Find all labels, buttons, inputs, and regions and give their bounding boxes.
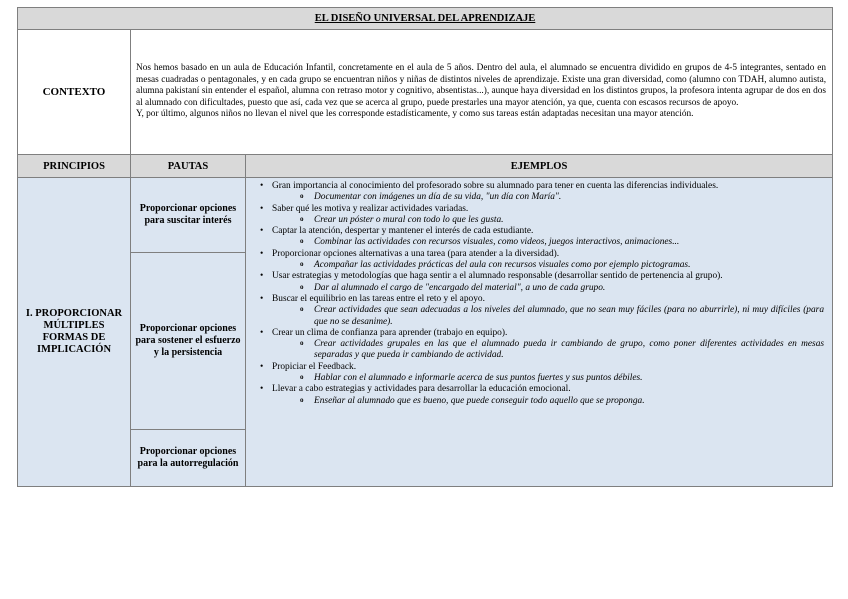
context-label: CONTEXTO	[18, 30, 131, 155]
context-text	[131, 30, 833, 155]
table-title: EL DISEÑO UNIVERSAL DEL APRENDIZAJE	[18, 8, 833, 30]
pauta-self-regulation: Proporcionar opciones para la autorregulación	[131, 430, 246, 487]
example-subitem: o Enseñar al alumnado que es bueno, que puede conseguir todo aquello que se proponga.	[300, 396, 824, 407]
pauta-persistence: Proporcionar opciones para sostener el esfuerzo y la persistencia	[131, 253, 246, 430]
example-item: • Captar la atención, despertar y mantener el interés de cada estudiante. o Combinar las actividades con recursos visuales, como videos, juegos interactivos, animaciones...	[258, 226, 824, 249]
example-item: • Gran importancia al conocimiento del profesorado sobre su alumnado para tener en cuenta las diferencias individuales. o Documentar con imágenes un día de su vida, "un día con María".	[258, 181, 824, 204]
example-item: • Buscar el equilibrio en las tareas entre el reto y el apoyo. o Crear actividades que sean adecuadas a los niveles del alumnado, que no sean muy fáciles (para no aburrirle), ni muy difíciles (para que no se desanime).	[258, 294, 824, 328]
example-subitem: o Crear actividades grupales en las que el alumnado pueda ir cambiando de grupo, como poner diferentes actividades en mesas separadas y que pueda ir cambiando de actividad.	[300, 339, 824, 362]
example-item: • Proporcionar opciones alternativas a una tarea (para atender a la diversidad). o Acompañar las actividades prácticas del aula con recursos visuales como por ejemplo pictogramas.	[258, 249, 824, 272]
udl-table	[17, 7, 833, 487]
example-item: • Crear un clima de confianza para aprender (trabajo en equipo). o Crear actividades grupales en las que el alumnado pueda ir cambiando de grupo, como poner diferentes actividades en mesas separadas y que pueda ir cambiando de actividad.	[258, 328, 824, 362]
header-ejemplos: EJEMPLOS	[246, 155, 833, 178]
example-item: • Llevar a cabo estrategias y actividades para desarrollar la educación emocional. o Enseñar al alumnado que es bueno, que puede conseguir todo aquello que se proponga.	[258, 384, 824, 407]
example-subitem: o Combinar las actividades con recursos visuales, como videos, juegos interactivos, animaciones...	[300, 237, 824, 248]
context-paragraph-2: Y, por último, algunos niños no llevan el nivel que les corresponde estadísticamente, y como sus tareas están adaptadas necesitan una mayor atención.	[136, 109, 694, 120]
examples-list	[246, 181, 824, 407]
examples-cell	[246, 178, 833, 487]
header-principios: PRINCIPIOS	[18, 155, 131, 178]
example-subitem: o Acompañar las actividades prácticas del aula con recursos visuales como por ejemplo pictogramas.	[300, 260, 824, 271]
principle-label: I. PROPORCIONAR MÚLTIPLES FORMAS DE IMPLICACIÓN	[25, 308, 123, 355]
example-item: • Propiciar el Feedback. o Hablar con el alumnado e informarle acerca de sus puntos fuertes y sus puntos débiles.	[258, 362, 824, 385]
example-subitem: o Dar al alumnado el cargo de "encargado del material", a uno de cada grupo.	[300, 283, 824, 294]
example-item: • Usar estrategias y metodologías que haga sentir a el alumnado responsable (desarrollar sentido de pertenencia al grupo). o Dar al alumnado el cargo de "encargado del material", a uno de cada grupo.	[258, 271, 824, 294]
principle-cell	[18, 178, 131, 487]
header-pautas: PAUTAS	[131, 155, 246, 178]
example-item: • Saber qué les motiva y realizar actividades variadas. o Crear un póster o mural con todo lo que les gusta.	[258, 204, 824, 227]
example-subitem: o Crear un póster o mural con todo lo que les gusta.	[300, 215, 824, 226]
example-subitem: o Crear actividades que sean adecuadas a los niveles del alumnado, que no sean muy fáciles (para no aburrirle), ni muy difíciles (para que no se desanime).	[300, 305, 824, 328]
pauta-interest: Proporcionar opciones para suscitar interés	[131, 178, 246, 253]
context-paragraph-1: Nos hemos basado en un aula de Educación Infantil, concretamente en el aula de 5 años. Dentro del aula, el alumnado se encuentra dividido en grupos de 4-5 integrantes, sentado en mesas cuadradas o pentagonales, y en cada grupo se encuentran niños y niñas de distintos niveles de aprendizaje. Existe una gran diversidad, como (alumno con TDAH, alumno autista, alumna pakistaní sin entender el español, alumna con retraso motor y cognitivo, absentistas...), aunque haya diversidad en los distintos grupos, la profesora intenta agrupar de dos en dos al alumnado con dificultades, puesto que así, cada vez que se acerca al grupo, puede prestarles una mayor atención, ya que, cuenta con escasos recursos de apoyo.	[136, 63, 827, 108]
example-subitem: o Documentar con imágenes un día de su vida, "un día con María".	[300, 192, 824, 203]
example-subitem: o Hablar con el alumnado e informarle acerca de sus puntos fuertes y sus puntos débiles.	[300, 373, 824, 384]
